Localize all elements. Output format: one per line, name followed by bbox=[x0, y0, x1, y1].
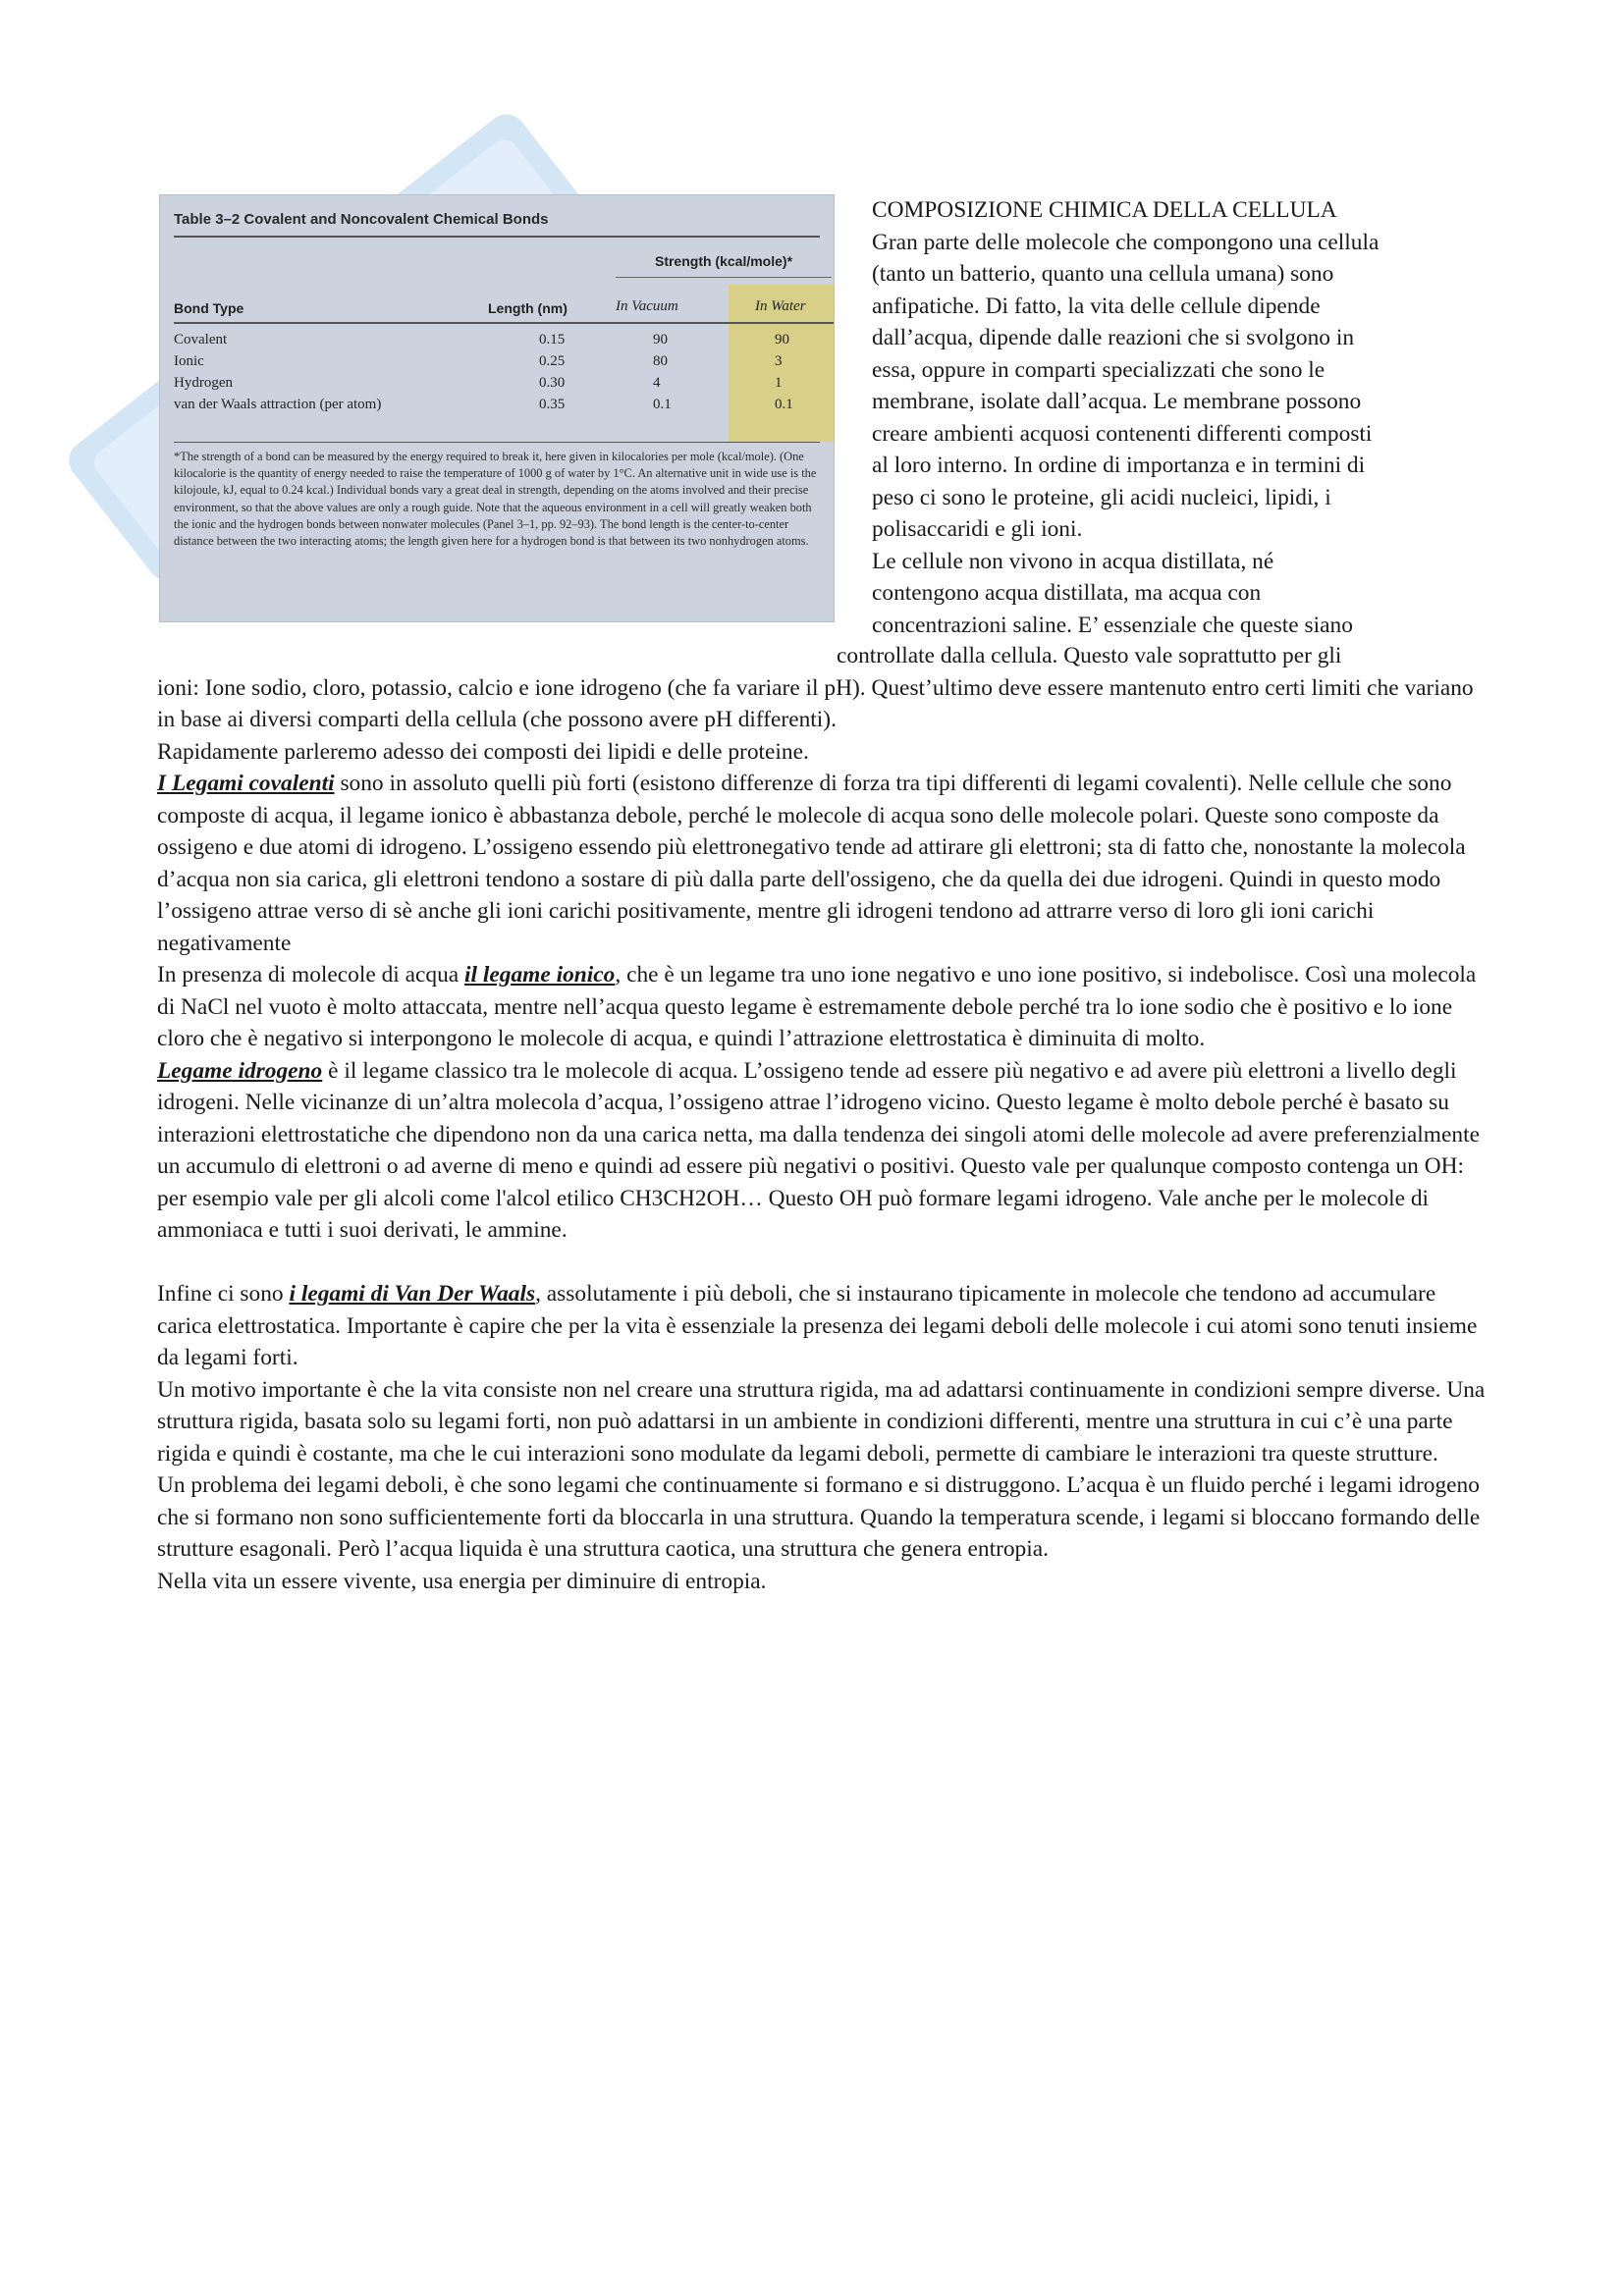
paragraph-hydrogen bbox=[157, 1055, 1492, 1247]
table-row bbox=[174, 332, 835, 353]
main-body bbox=[157, 640, 1492, 1597]
vacuum-header: In Vacuum bbox=[616, 298, 678, 314]
cell-water: 90 bbox=[775, 332, 789, 347]
table-grid bbox=[174, 243, 820, 412]
keyword-ionic: il legame ionico bbox=[464, 962, 616, 988]
paragraph-ionic-lead: In presenza di molecole di acqua bbox=[157, 962, 465, 988]
header-rule bbox=[616, 277, 832, 278]
side-line: essa, oppure in comparti specializzati che sono le bbox=[872, 356, 1325, 383]
table-row bbox=[174, 375, 835, 397]
footnote-rule bbox=[174, 442, 820, 443]
cell-vacuum: 80 bbox=[653, 353, 668, 369]
cell-vacuum: 90 bbox=[653, 332, 668, 347]
table-row bbox=[174, 397, 835, 418]
cell-vacuum: 4 bbox=[653, 375, 661, 391]
paragraph-weak-bonds: Un problema dei legami deboli, è che sono legami che continuamente si formano e si distruggono. L’acqua è un fluido perché i legami idrogeno che si formano non sono sufficientemente forti da bloccarla in una struttura. Quando la temperatura scende, i legami si bloccano formando delle strutture esagonali. Però l’acqua liquida è una struttura caotica, una struttura che genera entropia. bbox=[157, 1472, 1481, 1562]
section-heading: COMPOSIZIONE CHIMICA DELLA CELLULA bbox=[872, 197, 1337, 223]
keyword-covalent: I Legami covalenti bbox=[157, 771, 335, 796]
keyword-van-der-waals: i legami di Van Der Waals bbox=[289, 1281, 536, 1307]
side-line: Le cellule non vivono in acqua distillata, né bbox=[872, 548, 1274, 574]
side-line: al loro interno. In ordine di importanza e in termini di bbox=[872, 453, 1366, 478]
cell-water: 3 bbox=[775, 353, 783, 369]
cell-bond-type: van der Waals attraction (per atom) bbox=[174, 397, 382, 412]
cell-bond-type: Covalent bbox=[174, 332, 228, 347]
side-line: polisaccaridi e gli ioni. bbox=[872, 516, 1083, 542]
water-header: In Water bbox=[755, 298, 806, 314]
table-row bbox=[174, 353, 835, 375]
side-line: membrane, isolate dall’acqua. Le membrane possono bbox=[872, 389, 1362, 414]
side-line: contengono acqua distillata, ma acqua con bbox=[872, 580, 1262, 606]
paragraph-ionic-text: , che è un legame tra uno ione negativo e uno ione positivo, si indebolisce. Così una molecola di NaCl nel vuoto è molto attaccata, mentre nell’acqua questo legame è estremamente debole perché tra lo ione sodio che è positivo e lo ione cloro che è negativo si interpongono le molecole di acqua, e quindi l’attrazione elettrostatica è diminuita di molto. bbox=[157, 962, 1477, 1051]
table-footnote: *The strength of a bond can be measured by the energy required to break it, here given in kilocalories per mole (kcal/mole). (One kilocalorie is the quantity of energy needed to raise the temperature of 1000 g of water by 1°C. An alternative unit in wide use is the kilojoule, kJ, equal to 0.24 kcal.) Individual bonds vary a great deal in strength, depending on the atoms involved and their precise environment, so that the above values are only a rough guide. Note that the aqueous environment in a cell will greatly weaken both the ionic and the hydrogen bonds between nonwater molecules (Panel 3–1, pp. 92–93). The bond length is the center-to-center distance between the two interacting atoms; the length given here for a hydrogen bond is that between its two nonhydrogen atoms. bbox=[174, 450, 817, 549]
cell-length: 0.25 bbox=[539, 353, 566, 369]
side-line: creare ambienti acquosi contenenti differenti composti bbox=[872, 420, 1373, 447]
bond-type-header: Bond Type bbox=[174, 300, 244, 316]
side-line: anfipatiche. Di fatto, la vita delle cellule dipende bbox=[872, 293, 1321, 319]
paragraph-van-der-waals bbox=[157, 1278, 1492, 1374]
paragraph-intro-lipids: Rapidamente parleremo adesso dei composti dei lipidi e delle proteine. bbox=[157, 738, 809, 765]
paragraph-hydrogen-text: è il legame classico tra le molecole di acqua. L’ossigeno tende ad essere più negativo e ad avere più elettroni a livello degli idrogeni. Nelle vicinanze di un’altra molecola d’acqua, l’ossigeno attrae l’idrogeno vicino. Questo legame è molto debole perché è basato su interazioni elettrostatiche che dipendono non da una carica netta, ma dalla tendenza dei singoli atomi delle molecole ad avere preferenzialmente un accumulo di elettroni o ad averne di meno e quindi ad essere più negativi o positivi. Questo vale per qualunque composto contenga un OH: per esempio vale per gli alcoli come l'alcol etilico CH3CH2OH… Questo OH può formare legami idrogeno. Vale anche per le molecole di ammoniaca e tutti i suoi derivati, le ammine. bbox=[157, 1057, 1480, 1243]
paragraph-continuation-first-line: controllate dalla cellula. Questo vale soprattutto per gli bbox=[837, 643, 1342, 668]
side-line: (tanto un batterio, quanto una cellula umana) sono bbox=[872, 261, 1334, 287]
paragraph-covalent bbox=[157, 768, 1492, 959]
side-column bbox=[872, 194, 1500, 641]
cell-length: 0.30 bbox=[539, 375, 566, 391]
paragraph-vdw-lead: Infine ci sono bbox=[157, 1281, 290, 1307]
strength-header: Strength (kcal/mole)* bbox=[654, 253, 793, 269]
cell-water: 0.1 bbox=[775, 397, 793, 412]
bond-table-image bbox=[159, 194, 835, 622]
paragraph-vdw-text: , assolutamente i più deboli, che si instaurano tipicamente in molecole che tendono ad accumulare carica elettrostatica. Importante è capire che per la vita è essenziale la presenza dei legami deboli delle molecole i cui atomi sono tenuti insieme da legami forti. bbox=[157, 1281, 1478, 1370]
table-rows bbox=[174, 332, 835, 418]
paragraph-life-adaptation: Un motivo importante è che la vita consiste non nel creare una struttura rigida, ma ad adattarsi continuamente in condizioni sempre diverse. Una struttura rigida, basata solo su legami forti, non può adattarsi in un ambiente in condizioni differenti, mentre una struttura in cui c’è una parte rigida e quindi è costante, ma che le cui interazioni sono modulate da legami deboli, permette di cambiare le interazioni tra queste strutture. bbox=[157, 1376, 1486, 1467]
cell-bond-type: Ionic bbox=[174, 353, 204, 369]
side-line: concentrazioni saline. E’ essenziale che queste siano bbox=[872, 612, 1353, 638]
table-title: Table 3–2 Covalent and Noncovalent Chemical Bonds bbox=[174, 211, 820, 238]
cell-bond-type: Hydrogen bbox=[174, 375, 233, 391]
header-underline bbox=[174, 322, 835, 324]
paragraph-ions: ioni: Ione sodio, cloro, potassio, calcio e ione idrogeno (che fa variare il pH). Quest’ultimo deve essere mantenuto entro certi limiti che variano in base ai diversi comparti della cellula (che possono avere pH differenti). bbox=[157, 674, 1474, 732]
paragraph-spacer bbox=[157, 1247, 1492, 1279]
cell-vacuum: 0.1 bbox=[653, 397, 672, 412]
cell-water: 1 bbox=[775, 375, 783, 391]
side-line: dall’acqua, dipende dalle reazioni che si svolgono in bbox=[872, 325, 1355, 350]
paragraph-ionic bbox=[157, 959, 1492, 1055]
side-line: peso ci sono le proteine, gli acidi nucleici, lipidi, i bbox=[872, 484, 1331, 510]
cell-length: 0.35 bbox=[539, 397, 566, 412]
paragraph-covalent-text: sono in assoluto quelli più forti (esistono differenze di forza tra tipi differenti di legami covalenti). Nelle cellule che sono composte di acqua, il legame ionico è abbastanza debole, perché le molecole di acqua sono delle molecole polari. Queste sono composte da ossigeno e due atomi di idrogeno. L’ossigeno essendo più elettronegativo tende ad attirare gli elettroni; sta di fatto che, nonostante la molecola d’acqua non sia carica, gli elettroni tendono a sostare di più dalla parte dell'ossigeno, che da quella dei due idrogeni. Quindi in questo modo l’ossigeno attrae verso di sè anche gli ioni carichi positivamente, mentre gli idrogeni tendono ad attrarre verso di loro gli ioni carichi negativamente bbox=[157, 771, 1466, 956]
paragraph-entropy: Nella vita un essere vivente, usa energia per diminuire di entropia. bbox=[157, 1568, 767, 1594]
side-line: Gran parte delle molecole che compongono una cellula bbox=[872, 229, 1380, 255]
keyword-hydrogen: Legame idrogeno bbox=[157, 1057, 323, 1084]
cell-length: 0.15 bbox=[539, 332, 566, 347]
length-header: Length (nm) bbox=[488, 300, 568, 316]
